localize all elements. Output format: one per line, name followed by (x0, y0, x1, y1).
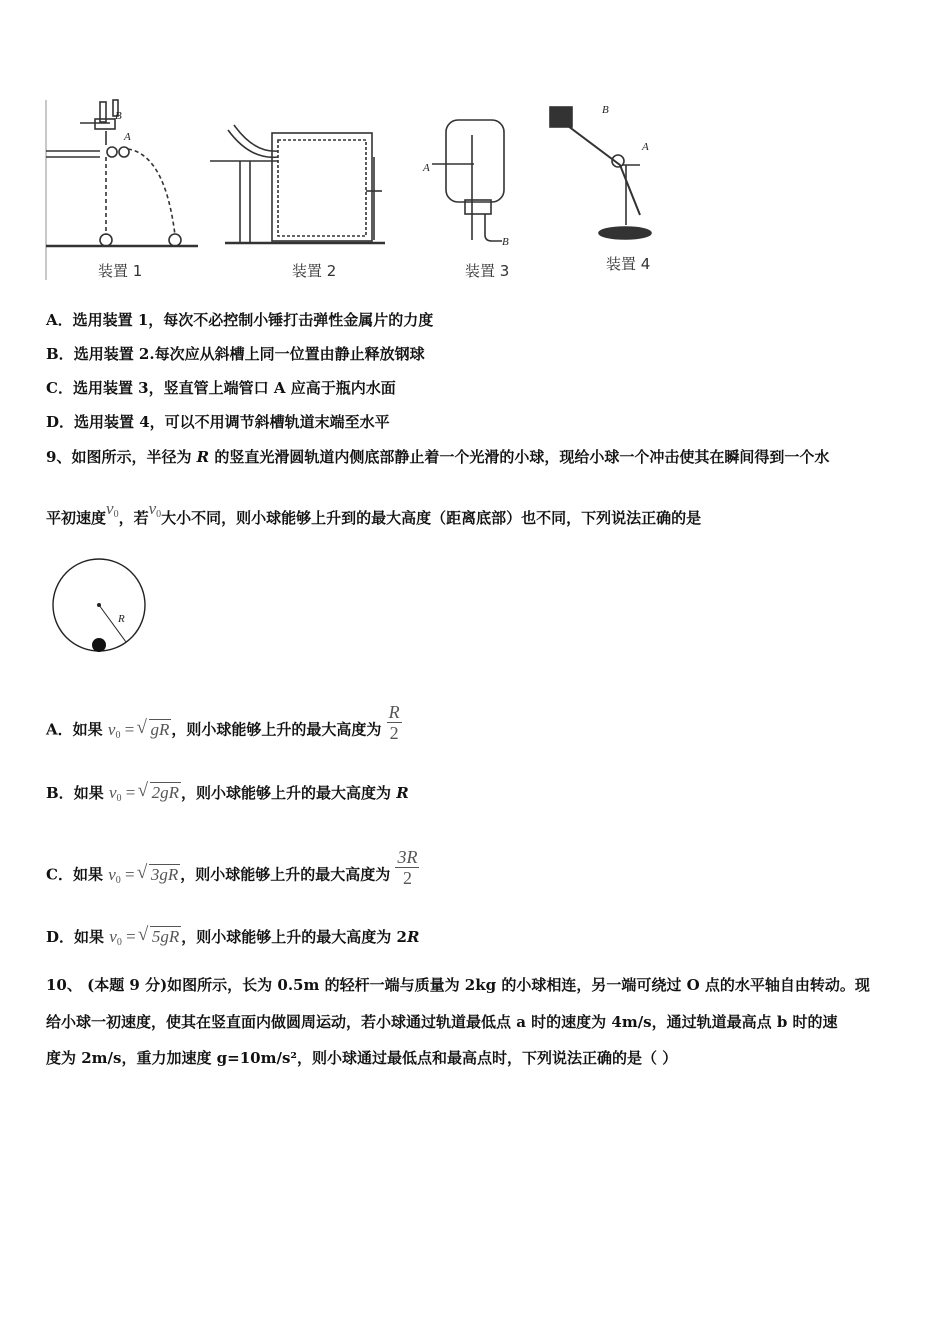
v-subscript: 0 (156, 509, 162, 520)
q10-line-3: 度为 2m/s，重力加速度 g=10m/s²，则小球通过最低点和最高点时，下列说法正确的是（ ） (46, 1049, 678, 1067)
sqrt (139, 865, 180, 885)
option-text: ，则小球能够上升的最大高度为 (180, 865, 391, 884)
question-number: 9、 (46, 448, 72, 466)
q9-text: ，若 (118, 509, 149, 527)
answer-fraction (395, 847, 419, 888)
fraction-denominator: 2 (402, 868, 412, 888)
answer-fraction (387, 702, 402, 743)
v0-symbol (149, 499, 162, 518)
option-text: 选用装置 4，可以不用调节斜槽轨道末端至水平 (74, 413, 390, 431)
q8-option-b (46, 344, 425, 364)
fraction-numerator: 3R (397, 847, 418, 867)
v-letter: v (109, 927, 117, 946)
v0-equation: $v_0$ = √ 5gR (109, 927, 181, 946)
v-subscript: 0 (116, 793, 122, 804)
q9-option-c (46, 847, 419, 896)
radicand: 5gR (151, 927, 180, 946)
v-subscript: 0 (115, 729, 121, 741)
option-text: 如果 (74, 928, 105, 946)
fraction-numerator: R (388, 702, 400, 722)
q8-option-a (46, 310, 433, 330)
v-subscript: 0 (116, 937, 122, 948)
caption-device-1: 装置 1 (98, 262, 143, 280)
ball (92, 638, 106, 652)
q9-line-2 (46, 499, 702, 534)
v0-equation: $v_0$ = √ 3gR (108, 865, 180, 884)
option-text: ，则小球能够上升的最大高度为 (171, 720, 382, 739)
option-text: 如果 (73, 784, 104, 802)
label-b-1: B (115, 110, 122, 122)
option-text: 如果 (72, 720, 103, 739)
caption-device-3: 装置 3 (465, 262, 510, 280)
option-letter: B． (46, 345, 74, 363)
caption-device-2: 装置 2 (292, 262, 337, 280)
q9-text: 的竖直光滑圆轨道内侧底部静止着一个光滑的小球，现给小球一个冲击使其在瞬间得到一个水 (209, 448, 830, 466)
option-letter: A． (46, 311, 73, 329)
circle-track-drawing (48, 556, 152, 656)
sqrt (139, 720, 172, 740)
option-letter: C． (46, 379, 73, 397)
q8-option-d (46, 412, 390, 432)
circle-track-figure (48, 556, 152, 656)
q9-option-d (46, 927, 419, 953)
sqrt (140, 927, 181, 947)
q9-text: 平初速度 (46, 509, 107, 527)
v-letter: v (107, 719, 116, 739)
v0-equation: $v_0$ = √ gR (108, 720, 172, 739)
radicand: 2gR (151, 783, 179, 802)
v-letter: v (106, 499, 114, 518)
option-text: 如果 (72, 865, 103, 884)
option-text: ，则小球能够上升的最大高度为 (180, 784, 397, 802)
radius-symbol: R (196, 448, 210, 466)
sqrt (140, 783, 181, 803)
fraction-denominator: 2 (389, 723, 399, 743)
q9-text: 大小不同，则小球能够上升到的最大高度（距离底部）也不同，下列说法正确的是 (161, 509, 702, 527)
radius-label: R (118, 613, 125, 625)
option-text: 选用装置 3，竖直管上端管口 A 应高于瓶内水面 (72, 379, 396, 397)
v-subscript: 0 (113, 509, 119, 520)
v-letter: v (108, 783, 117, 802)
q10-line-2: 给小球一初速度，使其在竖直面内做圆周运动，若小球通过轨道最低点 a 时的速度为 4m/s，通过轨道最高点 b 时的速 (46, 1013, 838, 1031)
caption-device-4: 装置 4 (606, 255, 651, 273)
label-a-4: A (642, 141, 649, 153)
radicand: 3gR (150, 864, 179, 884)
option-text: 选用装置 1，每次不必控制小锤打击弹性金属片的力度 (72, 311, 434, 329)
option-letter: D． (46, 413, 75, 431)
v-letter: v (148, 499, 157, 518)
option-letter: C． (46, 865, 73, 884)
v0-equation: $v_0$ = √ 2gR (109, 783, 181, 802)
v-subscript: 0 (115, 874, 121, 886)
q9-text: 如图所示，半径为 (71, 448, 197, 466)
label-b-3: B (502, 236, 509, 248)
label-b-4: B (602, 104, 609, 116)
answer-symbol: R (396, 784, 409, 802)
v-letter: v (108, 864, 116, 884)
label-a-3: A (423, 162, 430, 174)
q9-option-b (46, 783, 409, 809)
answer-symbol: R (406, 928, 420, 946)
q8-option-c (46, 378, 396, 398)
apparatus-figure (40, 95, 680, 290)
option-letter: A． (46, 720, 73, 739)
q9-option-a (46, 702, 402, 751)
option-text: ，则小球能够上升的最大高度为 2 (181, 928, 407, 946)
option-letter: D． (46, 928, 75, 946)
q10-line-1: 10、 (本题 9 分)如图所示，长为 0.5m 的轻杆一端与质量为 2kg 的小球相连，另一端可绕过 O 点的水平轴自由转动。现 (46, 976, 870, 994)
label-a-1: A (124, 131, 131, 143)
q9-line-1 (46, 447, 829, 467)
v0-symbol (106, 499, 119, 518)
option-letter: B． (46, 784, 74, 802)
radicand: gR (150, 719, 170, 739)
option-text: 选用装置 2.每次应从斜槽上同一位置由静止释放钢球 (73, 345, 425, 363)
